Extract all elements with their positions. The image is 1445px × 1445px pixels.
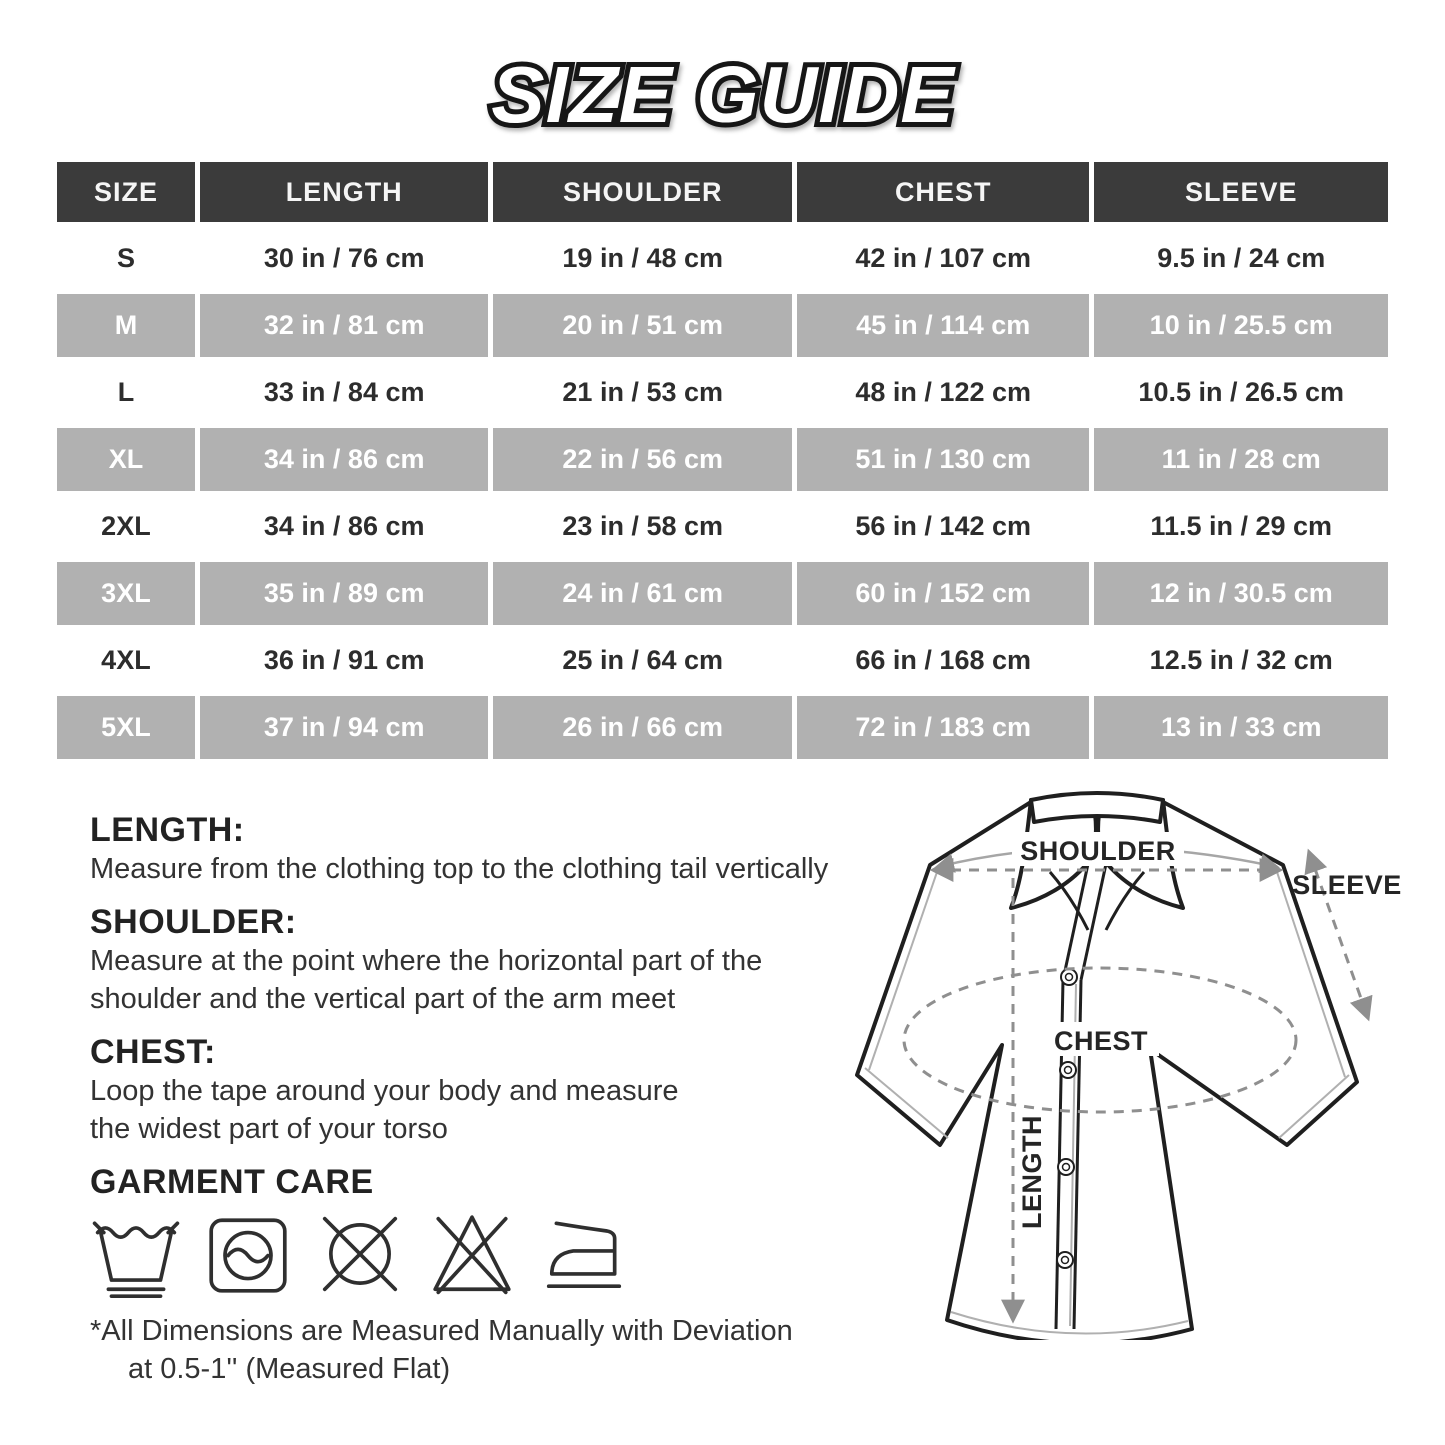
shoulder-label: SHOULDER <box>1020 836 1176 866</box>
table-row <box>57 361 1388 424</box>
chest-label: CHEST <box>1053 1026 1149 1056</box>
size-cell: S <box>116 243 135 273</box>
value-cell: 9.5 in / 24 cm <box>1157 243 1326 273</box>
length-label: LENGTH <box>1017 1115 1047 1229</box>
size-guide-title-art <box>403 40 1043 150</box>
page-title <box>0 40 1445 155</box>
table-row <box>57 428 1388 491</box>
size-cell: 2XL <box>101 511 151 541</box>
value-cell: 22 in / 56 cm <box>493 428 791 491</box>
col-header-shoulder: SHOULDER <box>493 162 791 222</box>
value-cell: 20 in / 51 cm <box>493 294 791 357</box>
size-cell: XL <box>57 428 195 491</box>
deviation-footnote <box>90 1312 880 1388</box>
shirt-body-outline <box>857 795 1357 1340</box>
measurement-notes <box>90 800 880 1388</box>
tumble-dry-icon <box>202 1208 294 1300</box>
shirt-diagram-art <box>845 772 1445 1340</box>
value-cell: 35 in / 89 cm <box>200 562 489 625</box>
value-cell: 19 in / 48 cm <box>562 243 723 273</box>
sleeve-label: SLEEVE <box>1292 870 1402 900</box>
care-icons-row <box>90 1208 880 1300</box>
value-cell: 34 in / 86 cm <box>263 511 425 541</box>
size-table <box>57 162 1388 763</box>
length-note-heading: LENGTH: <box>90 811 245 849</box>
chest-note-line: the widest part of your torso <box>90 1113 448 1145</box>
chest-note-line: Loop the tape around your body and measure <box>90 1075 679 1107</box>
col-header-chest: CHEST <box>797 162 1090 222</box>
chest-note <box>90 1032 880 1148</box>
table-row <box>57 495 1388 558</box>
value-cell: 10 in / 25.5 cm <box>1094 294 1388 357</box>
shirt-diagram <box>845 772 1445 1340</box>
value-cell: 26 in / 66 cm <box>493 696 791 759</box>
size-cell: M <box>57 294 195 357</box>
chest-note-heading: CHEST: <box>90 1033 216 1071</box>
value-cell: 12.5 in / 32 cm <box>1149 645 1333 675</box>
table-row <box>57 294 1388 357</box>
table-header-row <box>57 162 1388 222</box>
value-cell: 51 in / 130 cm <box>797 428 1090 491</box>
value-cell: 12 in / 30.5 cm <box>1094 562 1388 625</box>
value-cell: 34 in / 86 cm <box>200 428 489 491</box>
iron-icon <box>538 1208 630 1300</box>
length-note-line: Measure from the clothing top to the clothing tail vertically <box>90 853 829 885</box>
size-cell: 3XL <box>57 562 195 625</box>
shoulder-note-line: shoulder and the vertical part of the arm meet <box>90 983 676 1015</box>
value-cell: 45 in / 114 cm <box>797 294 1090 357</box>
value-cell: 36 in / 91 cm <box>263 645 425 675</box>
do-not-dry-clean-icon <box>314 1208 406 1300</box>
length-note <box>90 810 880 888</box>
value-cell: 32 in / 81 cm <box>200 294 489 357</box>
col-header-size: SIZE <box>57 162 195 222</box>
table-row <box>57 629 1388 692</box>
value-cell: 25 in / 64 cm <box>562 645 723 675</box>
col-header-sleeve: SLEEVE <box>1094 162 1388 222</box>
value-cell: 10.5 in / 26.5 cm <box>1138 377 1345 407</box>
machine-wash-icon <box>90 1208 182 1300</box>
value-cell: 13 in / 33 cm <box>1094 696 1388 759</box>
value-cell: 66 in / 168 cm <box>855 645 1031 675</box>
value-cell: 48 in / 122 cm <box>855 377 1031 407</box>
shoulder-note <box>90 902 880 1018</box>
size-cell: 5XL <box>57 696 195 759</box>
value-cell: 60 in / 152 cm <box>797 562 1090 625</box>
size-cell: L <box>117 377 135 407</box>
shoulder-note-heading: SHOULDER: <box>90 903 297 941</box>
page-title-text: SIZE GUIDE <box>490 50 955 139</box>
footnote-line-2: at 0.5-1'' (Measured Flat) <box>128 1353 451 1385</box>
table-row <box>57 227 1388 290</box>
value-cell: 23 in / 58 cm <box>562 511 723 541</box>
value-cell: 24 in / 61 cm <box>493 562 791 625</box>
value-cell: 11.5 in / 29 cm <box>1150 511 1333 541</box>
table-row <box>57 696 1388 759</box>
value-cell: 11 in / 28 cm <box>1094 428 1388 491</box>
size-cell: 4XL <box>101 645 151 675</box>
garment-care-heading: GARMENT CARE <box>90 1163 374 1201</box>
shoulder-note-line: Measure at the point where the horizontal part of the <box>90 945 763 977</box>
footnote-line-1: *All Dimensions are Measured Manually with Deviation <box>90 1315 793 1347</box>
value-cell: 21 in / 53 cm <box>562 377 723 407</box>
value-cell: 72 in / 183 cm <box>797 696 1090 759</box>
value-cell: 37 in / 94 cm <box>200 696 489 759</box>
table-row <box>57 562 1388 625</box>
do-not-bleach-icon <box>426 1208 518 1300</box>
garment-care-section <box>90 1162 880 1300</box>
value-cell: 33 in / 84 cm <box>263 377 425 407</box>
value-cell: 30 in / 76 cm <box>263 243 425 273</box>
value-cell: 56 in / 142 cm <box>855 511 1031 541</box>
col-header-length: LENGTH <box>200 162 489 222</box>
value-cell: 42 in / 107 cm <box>855 243 1031 273</box>
